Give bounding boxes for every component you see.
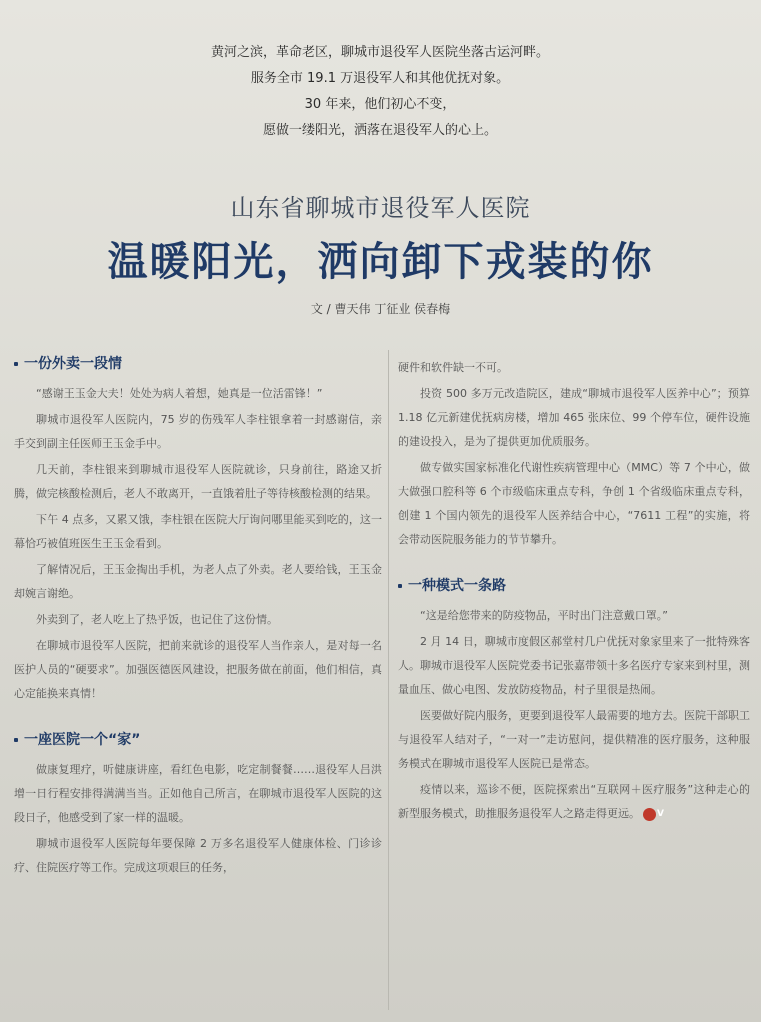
column-divider	[388, 350, 389, 1010]
paragraph-text: 疫情以来，巡诊不便，医院探索出“互联网＋医疗服务”这种走心的新型服务模式，助推服务退役军人之路走得更远。	[398, 783, 750, 820]
paragraph: “这是给您带来的防疫物品，平时出门注意戴口罩。”	[420, 609, 668, 622]
paragraph: 了解情况后，王玉金掏出手机，为老人点了外卖。老人要给钱，王玉金却婉言谢绝。	[14, 563, 382, 600]
paragraph: “感谢王玉金大夫！处处为病人着想，她真是一位活雷锋！”	[36, 387, 323, 400]
intro-line: 30 年来，他们初心不变，	[304, 97, 456, 112]
section-heading	[14, 352, 382, 376]
section-bullet-icon	[14, 362, 18, 366]
intro-line: 愿做一缕阳光，洒落在退役军人的心上。	[262, 123, 497, 138]
article-supertitle: 山东省聊城市退役军人医院	[230, 194, 531, 222]
left-column	[14, 352, 382, 882]
section-title: 一份外卖一段情	[24, 356, 122, 372]
paragraph: 外卖到了，老人吃上了热乎饭，也记住了这份情。	[36, 613, 278, 626]
section-bullet-icon	[14, 738, 18, 742]
article-headline: 温暖阳光，洒向卸下戎装的你	[107, 238, 654, 285]
intro-line: 服务全市 19.1 万退役军人和其他优抚对象。	[250, 71, 510, 86]
paragraph: 2 月 14 日，聊城市度假区郝堂村几户优抚对象家里来了一批特殊客人。聊城市退役军人医院党委书记张嘉带领十多名医疗专家来到村里，测量血压、做心电图、发放防疫物品，村子里很是热闹。	[398, 635, 750, 696]
section-title: 一座医院一个“家”	[24, 732, 141, 748]
paragraph: 医要做好院内服务，更要到退役军人最需要的地方去。医院干部职工与退役军人结对子，“一对一”走访慰问，提供精准的医疗服务，这种服务模式在聊城市退役军人医院已是常态。	[398, 709, 750, 770]
paragraph: 做专做实国家标准化代谢性疾病管理中心（MMC）等 7 个中心，做大做强口腔科等 6 个市级临床重点专科，争创 1 个省级临床重点专科，创建 1 个国内领先的退役军人医养结合中心，“7611 工程”的实施，将会带动医院服务能力的节节攀升。	[398, 461, 750, 546]
paragraph: 做康复理疗，听健康讲座，看红色电影，吃定制餐餐……退役军人吕洪增一日行程安排得满满当当。正如他自己所言，在聊城市退役军人医院的这段日子，他感受到了家一样的温暖。	[14, 763, 382, 824]
right-column	[398, 356, 750, 828]
article-byline: 文 / 曹天伟 丁征业 侯春梅	[310, 302, 451, 316]
paragraph: 聊城市退役军人医院内，75 岁的伤残军人李柱银拿着一封感谢信，亲手交到副主任医师王玉金手中。	[14, 413, 382, 450]
paragraph: 投资 500 多万元改造院区，建成“聊城市退役军人医养中心”；预算 1.18 亿元新建优抚病房楼，增加 465 张床位、99 个停车位，硬件设施的建设投入，是为了提供更加优质服务。	[398, 387, 750, 448]
paragraph: 几天前，李柱银来到聊城市退役军人医院就诊，只身前往，路途又折腾，做完核酸检测后，老人不敢离开，一直饿着肚子等待核酸检测的结果。	[14, 463, 382, 500]
section-heading	[398, 574, 750, 598]
section-gap	[398, 554, 750, 574]
intro-lead	[120, 40, 640, 144]
paragraph: 聊城市退役军人医院每年要保障 2 万多名退役军人健康体检、门诊诊疗、住院医疗等工作。完成这项艰巨的任务，	[14, 837, 382, 874]
paragraph: 在聊城市退役军人医院，把前来就诊的退役军人当作亲人，是对每一名医护人员的“硬要求”。加强医德医风建设，把服务做在前面，他们相信，真心定能换来真情！	[14, 639, 382, 700]
end-mark-icon: V	[643, 808, 656, 821]
section-bullet-icon	[398, 584, 402, 588]
section-heading	[14, 728, 382, 752]
intro-line: 黄河之滨，革命老区，聊城市退役军人医院坐落古运河畔。	[210, 45, 549, 60]
section-gap	[14, 708, 382, 728]
paragraph: 下午 4 点多，又累又饿，李柱银在医院大厅询问哪里能买到吃的，这一幕恰巧被值班医生王玉金看到。	[14, 513, 382, 550]
paragraph	[398, 778, 750, 826]
section-title: 一种模式一条路	[408, 578, 506, 594]
paragraph: 硬件和软件缺一不可。	[398, 361, 508, 374]
